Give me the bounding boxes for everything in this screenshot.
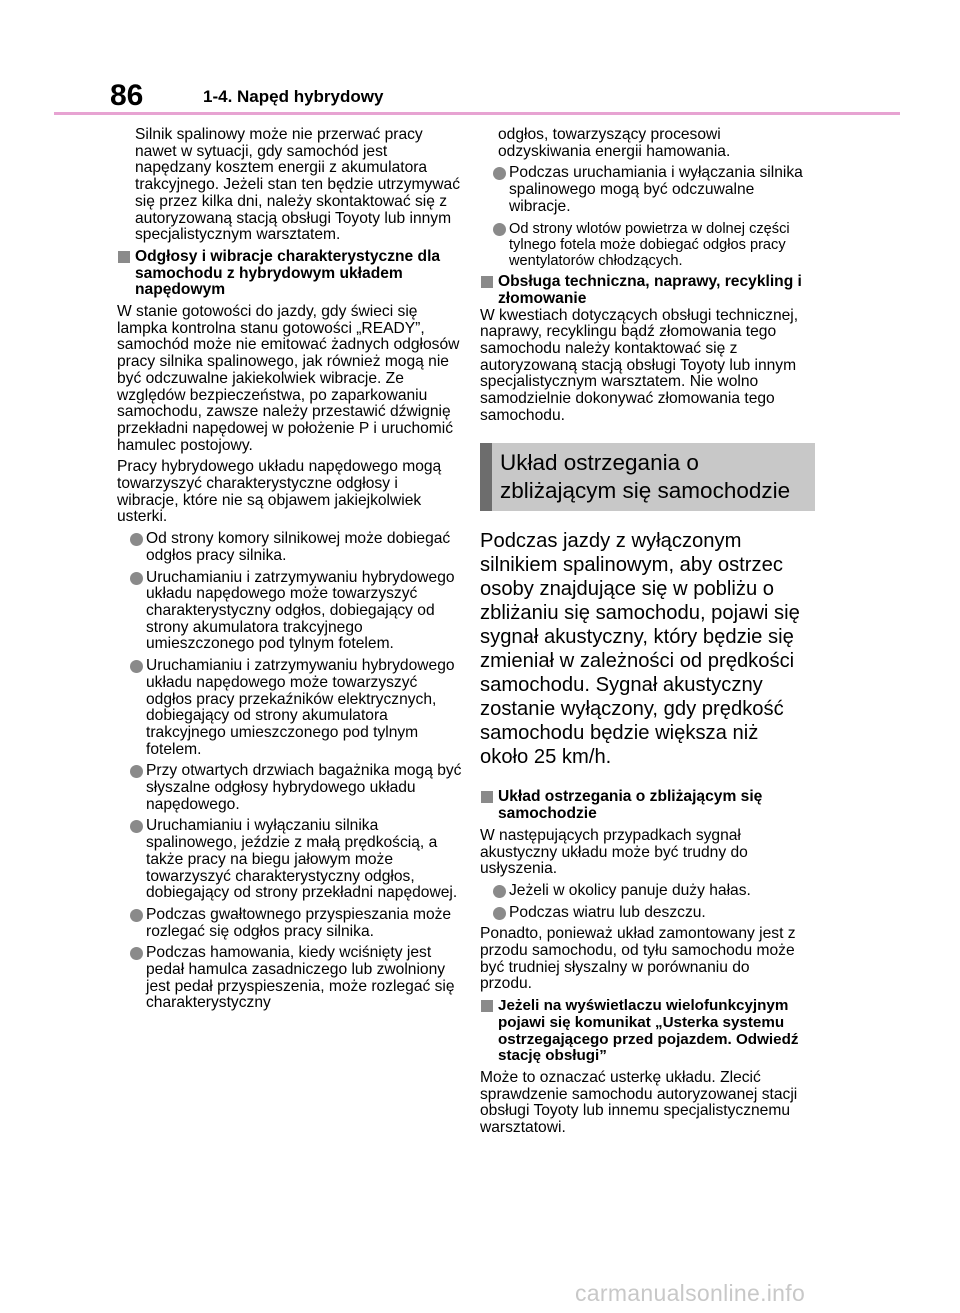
- intro-paragraph: Silnik spalinowy może nie przerwać pracy nawet w sytuacji, gdy samochód jest napędzany kosztem energii z akumulatora trakcyjnego. Jeżeli stan ten będzie utrzymywać się przez kilka dni, należy skontaktować się z autoryzowaną stacją obsługi Toyoty lub innym specjalistycznym warsztatem.: [135, 126, 461, 244]
- list-item-text: Podczas wiatru lub deszczu.: [509, 903, 706, 921]
- body-paragraph: Pracy hybrydowego układu napędowego mogą towarzyszyć charakterystyczne odgłosy i wibracje, które nie są objawem jakiejkolwiek usterki.: [117, 458, 442, 526]
- list-item-text: Jeżeli w okolicy panuje duży hałas.: [509, 881, 751, 899]
- banner-title: Układ ostrzegania o zbliżającym się samochodzie: [500, 450, 791, 504]
- square-bullet-icon: [118, 251, 130, 263]
- header-divider: [54, 112, 900, 115]
- subsection-heading: [480, 789, 805, 822]
- body-paragraph: Może to oznaczać usterkę układu. Zlecić sprawdzenie samochodu autoryzowanej stacji obsługi Toyoty lub innemu specjalistycznemu warsztatowi.: [480, 1069, 798, 1137]
- list-item-text: Od strony komory silnikowej może dobiegać odgłos pracy silnika.: [146, 530, 451, 564]
- list-item: [117, 531, 462, 564]
- list-item: [480, 883, 805, 900]
- circle-bullet-icon: [130, 533, 143, 546]
- list-item: [117, 945, 462, 1012]
- list-item-text: Podczas hamowania, kiedy wciśnięty jest pedał hamulca zasadniczego lub zwolniony jest pedał przyspieszenia, może rozlegać się charakterystyczny: [146, 944, 455, 1012]
- heading-text: Układ ostrzegania o zbliżającym się samochodzie: [498, 788, 763, 823]
- list-item: [480, 905, 805, 922]
- list-item-text: Uruchamianiu i zatrzymywaniu hybrydowego układu napędowego może towarzyszyć charakterystyczny odgłos, dobiegający od strony akumulatora trakcyjnego umieszczonego pod tylnym fotelem.: [146, 568, 455, 653]
- circle-bullet-icon: [493, 167, 506, 180]
- subsection-heading: [480, 274, 805, 307]
- circle-bullet-icon: [493, 907, 506, 920]
- list-item-text: Podczas uruchamiania i wyłączania silnika spalinowego mogą być odczuwalne wibracje.: [509, 164, 803, 215]
- list-item: [117, 818, 462, 902]
- heading-text: Jeżeli na wyświetlaczu wielofunkcyjnym pojawi się komunikat „Usterka systemu ostrzegającego przed pojazdem. Odwiedź stację obsługi”: [498, 997, 799, 1065]
- heading-text: Obsługa techniczna, naprawy, recykling i złomowanie: [498, 273, 802, 307]
- left-column: [117, 127, 462, 1012]
- circle-bullet-icon: [130, 765, 143, 778]
- body-paragraph: Ponadto, ponieważ układ zamontowany jest z przodu samochodu, od tyłu samochodu może być trudniej słyszalny w porównaniu do przodu.: [480, 925, 796, 993]
- right-column: [480, 127, 805, 1137]
- body-paragraph: W kwestiach dotyczących obsługi technicznej, naprawy, recyklingu bądź złomowania tego samochodu należy kontaktować się z autoryzowaną stacją obsługi Toyoty lub innym specjalistycznym warsztatem. Nie wolno samodzielnie dokonywać złomowania tego samochodu.: [480, 306, 799, 424]
- list-item-text: Od strony wlotów powietrza w dolnej części tylnego fotela może dobiegać odgłos pracy wentylatorów chłodzących.: [509, 220, 790, 269]
- list-item: [117, 907, 462, 940]
- page-number: 86: [110, 79, 144, 112]
- lead-paragraph: Podczas jazdy z wyłączonym silnikiem spalinowym, aby ostrzec osoby znajdujące się w pobliżu o zbliżaniu się samochodu, pojawi się sygnał akustyczny, który będzie się zmieniał w zależności od prędkości samochodu. Sygnał akustyczny zostanie wyłączony, gdy prędkość samochodu będzie większa niż około 25 km/h.: [480, 530, 800, 769]
- list-item: [480, 221, 805, 270]
- circle-bullet-icon: [493, 885, 506, 898]
- continued-text: odgłos, towarzyszący procesowi odzyskiwania energii hamowania.: [498, 126, 731, 160]
- square-bullet-icon: [481, 1000, 493, 1012]
- list-item-text: Podczas gwałtownego przyspieszania może rozlegać się odgłos pracy silnika.: [146, 905, 452, 940]
- circle-bullet-icon: [130, 820, 143, 833]
- square-bullet-icon: [481, 276, 493, 288]
- list-item: [117, 763, 462, 813]
- heading-text: Odgłosy i wibracje charakterystyczne dla samochodu z hybrydowym układem napędowym: [135, 247, 441, 299]
- page-header: [110, 78, 900, 114]
- square-bullet-icon: [481, 791, 493, 803]
- list-item: [480, 165, 805, 215]
- subsection-heading: [117, 249, 462, 299]
- list-item-text: Przy otwartych drzwiach bagażnika mogą być słyszalne odgłosy hybrydowego układu napędowego.: [146, 762, 462, 813]
- subsection-heading: [480, 998, 805, 1065]
- body-paragraph: W następujących przypadkach sygnał akustyczny układu może być trudny do usłyszenia.: [480, 826, 748, 878]
- circle-bullet-icon: [130, 947, 143, 960]
- site-watermark: carmanualsonline.info: [575, 1280, 806, 1306]
- circle-bullet-icon: [493, 223, 506, 236]
- section-title: 1-4. Napęd hybrydowy: [203, 87, 384, 106]
- circle-bullet-icon: [130, 909, 143, 922]
- circle-bullet-icon: [130, 660, 143, 673]
- list-item-text: Uruchamianiu i zatrzymywaniu hybrydowego układu napędowego może towarzyszyć odgłos pracy przekaźników elektrycznych, dobiegający od strony akumulatora trakcyjnego umieszczonego pod tylnym fotelem.: [146, 657, 455, 758]
- list-item-text: Uruchamianiu i wyłączaniu silnika spalinowego, jeździe z małą prędkością, a także pracy na biegu jałowym może towarzyszyć charakterystyczny odgłos, dobiegający od strony przekładni napędowej.: [146, 817, 458, 902]
- section-banner: [480, 443, 815, 511]
- list-item: [117, 570, 462, 654]
- circle-bullet-icon: [130, 572, 143, 585]
- list-item: [117, 658, 462, 758]
- body-paragraph: W stanie gotowości do jazdy, gdy świeci się lampka kontrolna stanu gotowości „READY”, samochód może nie emitować żadnych odgłosów pracy silnika spalinowego, jak również mogą nie być odczuwalne jakiekolwiek wibracje. Ze względów bezpieczeństwa, po zaparkowaniu samochodu, zawsze należy przestawić dźwignię przekładni napędowej w położenie P i uruchomić hamulec postojowy.: [117, 303, 460, 454]
